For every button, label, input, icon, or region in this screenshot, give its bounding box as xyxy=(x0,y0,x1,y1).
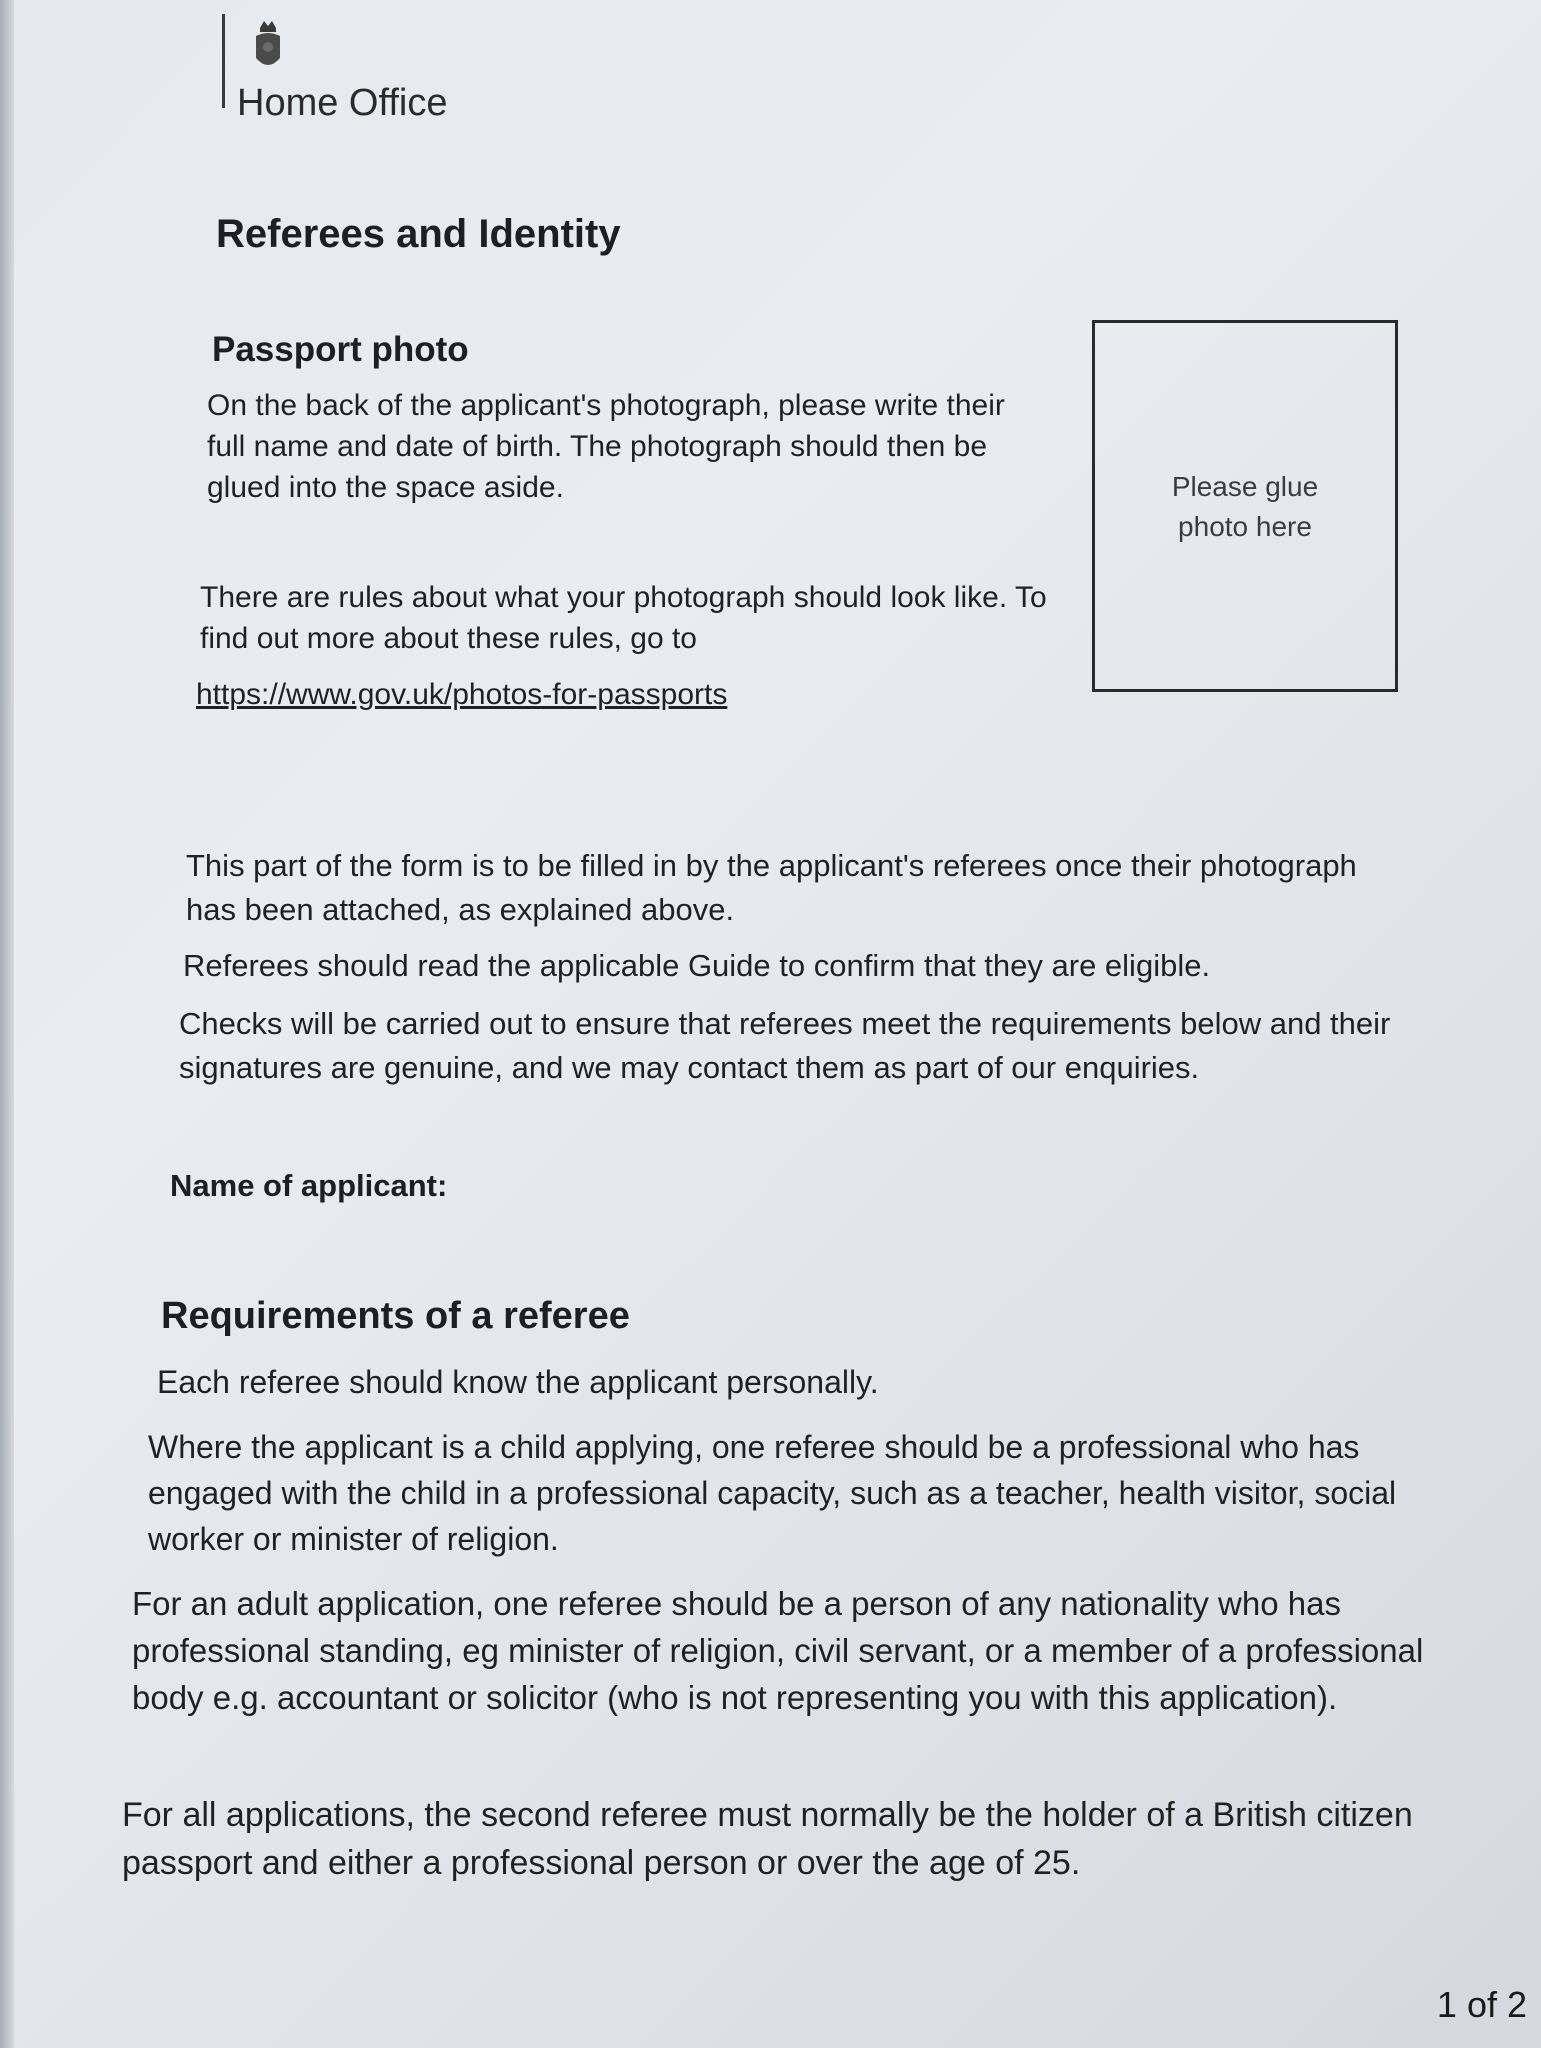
photo-box-label: Please glue photo here xyxy=(1171,471,1319,542)
photo-instructions: On the back of the applicant's photograph, please write their full name and date of birth. The photograph should then be glued into the space aside. xyxy=(207,389,1005,504)
requirement-item: Each referee should know the applicant personally. xyxy=(157,1364,879,1400)
requirement-item: For all applications, the second referee must normally be the holder of a British citizen passport and either a professional person or over the age of 25. xyxy=(122,1796,1413,1882)
requirement-item: For an adult application, one referee should be a person of any nationality who has professional standing, eg minister of religion, civil servant, or a member of a professional body e.g. accountant or solicitor (who is not representing you with this application). xyxy=(132,1585,1424,1716)
referee-guide-paragraph: Referees should read the applicable Guide to confirm that they are eligible. xyxy=(183,948,1211,983)
document-title: Referees and Identity xyxy=(216,212,621,256)
applicant-name-label: Name of applicant: xyxy=(170,1168,448,1203)
passport-photo-heading: Passport photo xyxy=(212,330,469,369)
logo-divider xyxy=(222,14,225,108)
photo-glue-area xyxy=(1092,320,1398,692)
requirements-heading: Requirements of a referee xyxy=(161,1295,630,1337)
photo-rules-link[interactable]: https://www.gov.uk/photos-for-passports xyxy=(196,678,728,711)
photo-rules-text: There are rules about what your photograph should look like. To find out more about these rules, go to xyxy=(200,581,1047,655)
referee-intro-paragraph: This part of the form is to be filled in by the applicant's referees once their photograph has been attached, as explained above. xyxy=(186,848,1357,927)
page-edge-shadow xyxy=(0,0,14,2048)
requirement-item: Where the applicant is a child applying, one referee should be a professional who has engaged with the child in a professional capacity, such as a teacher, health visitor, social worker or minister of religion. xyxy=(148,1429,1397,1557)
referee-checks-paragraph: Checks will be carried out to ensure that referees meet the requirements below and their signatures are genuine, and we may contact them as part of our enquiries. xyxy=(179,1006,1391,1085)
home-office-logo xyxy=(222,14,522,134)
page-number: 1 of 2 xyxy=(1436,1984,1527,2025)
crown-crest-icon xyxy=(250,18,286,76)
organisation-name: Home Office xyxy=(237,82,448,124)
